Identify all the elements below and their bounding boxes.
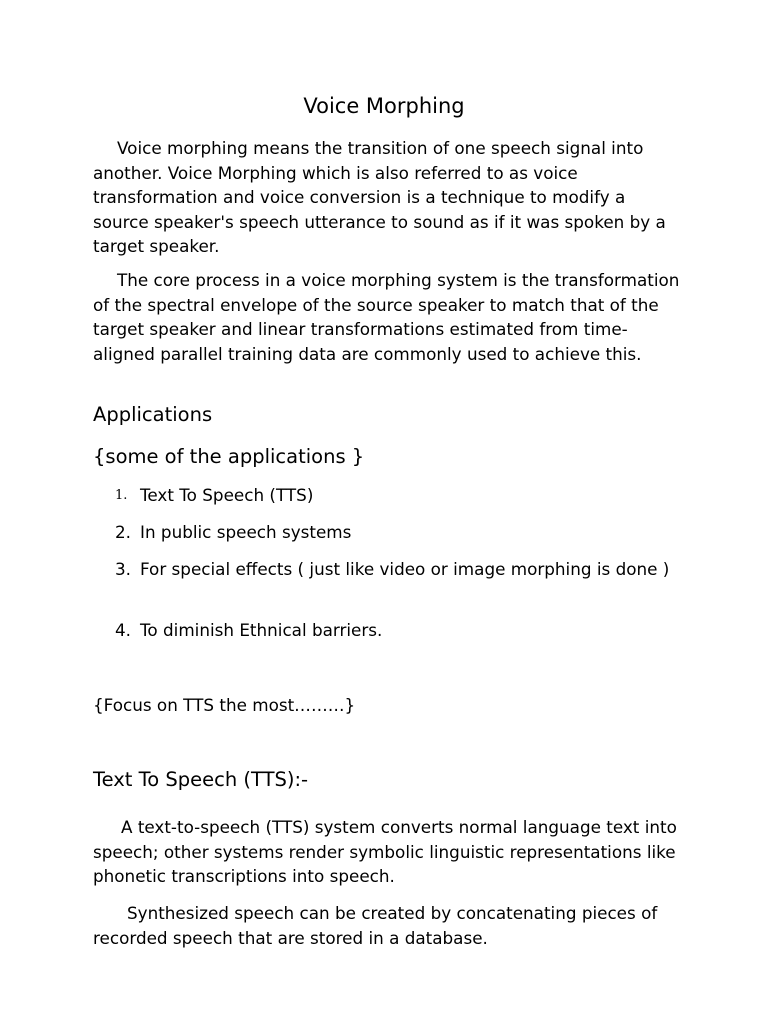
- intro-paragraph: Voice morphing means the transition of one speech signal into another. Voice Morphing which is also referred to as voice transformation and voice conversion is a technique to modify a source speaker's speech utterance to sound as if it was spoken by a target speaker.: [93, 138, 666, 256]
- tts-definition-paragraph: A text-to-speech (TTS) system converts normal language text into speech; other systems render symbolic linguistic representations like phonetic transcriptions into speech.: [93, 817, 677, 886]
- list-item-text: In public speech systems: [140, 522, 352, 542]
- list-item-text: Text To Speech (TTS): [140, 485, 314, 505]
- list-item-text: To diminish Ethnical barriers.: [140, 620, 383, 640]
- focus-note: {Focus on TTS the most………}: [93, 695, 356, 715]
- document-title: Voice Morphing: [303, 94, 465, 118]
- list-item-number: 1.: [115, 488, 128, 503]
- tts-heading: Text To Speech (TTS):-: [93, 768, 309, 791]
- list-item-number: 2.: [115, 522, 132, 542]
- applications-heading: Applications: [93, 403, 213, 426]
- list-item-text: For special effects ( just like video or image morphing is done ): [140, 559, 670, 579]
- core-process-paragraph: The core process in a voice morphing system is the transformation of the spectral envelope of the source speaker to match that of the target speaker and linear transformations estimated from time-aligned parallel training data are commonly used to achieve this.: [93, 270, 680, 364]
- tts-synthesis-paragraph: Synthesized speech can be created by concatenating pieces of recorded speech that are stored in a database.: [93, 903, 658, 948]
- applications-subheading: {some of the applications }: [93, 445, 365, 468]
- list-item-number: 4.: [115, 620, 132, 640]
- list-item-number: 3.: [115, 559, 132, 579]
